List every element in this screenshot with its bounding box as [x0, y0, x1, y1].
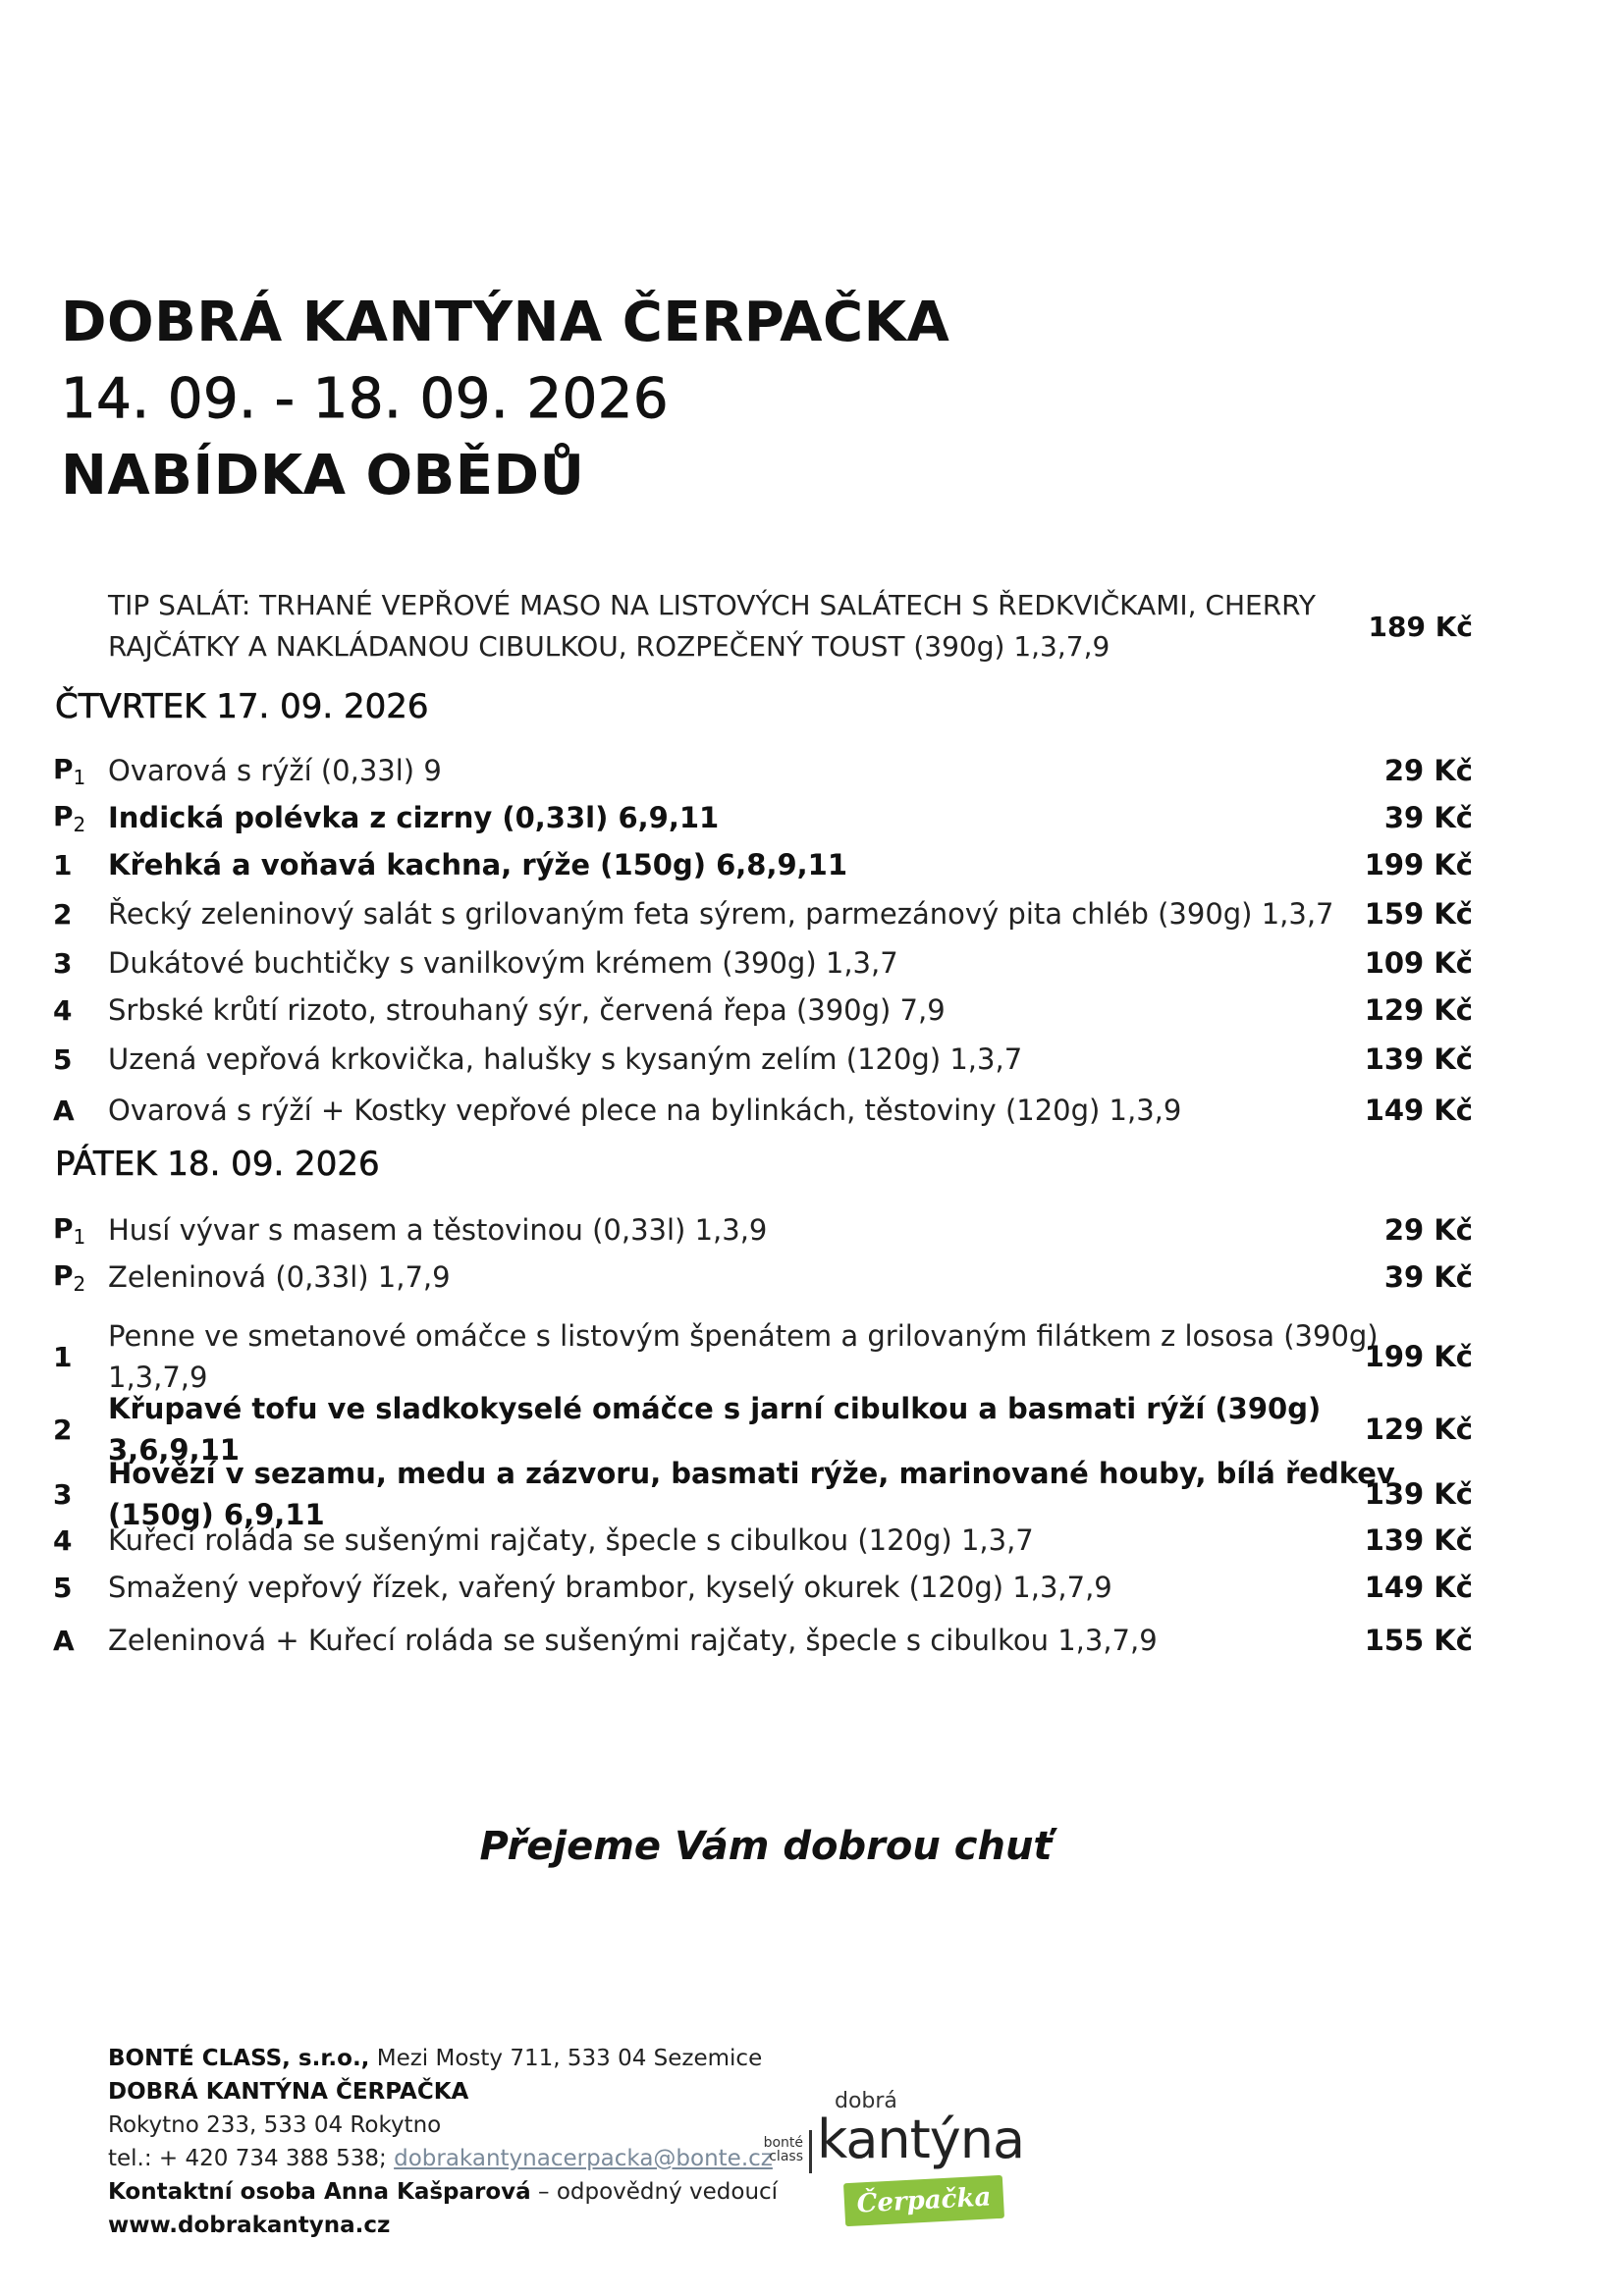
menu-item-dish: Zeleninová + Kuřecí roláda se sušenými rajčaty, špecle s cibulkou 1,3,7,9 — [108, 1624, 1158, 1657]
menu-item-dish: Dukátové buchtičky s vanilkovým krémem (390g) 1,3,7 — [108, 946, 898, 980]
menu-item-code — [53, 1478, 108, 1511]
footer-phone: tel.: + 420 734 388 538; — [108, 2146, 395, 2171]
tip-salad — [108, 585, 1473, 667]
logo-dobra-text: dobrá — [835, 2089, 897, 2113]
menu-item-code-letter: 1 — [53, 848, 73, 881]
footer-contact-person: Kontaktní osoba Anna Kašparová — [108, 2179, 531, 2205]
menu-item-row — [53, 1090, 1473, 1131]
menu-item-code — [53, 947, 108, 980]
menu-item-row — [53, 1256, 1473, 1298]
menu-item-price: 139 Kč — [1364, 1042, 1473, 1076]
menu-item-code-letter: A — [53, 1624, 75, 1657]
menu-item-row — [53, 1567, 1473, 1608]
menu-item-price: 139 Kč — [1364, 1523, 1473, 1557]
kantyna-logo — [754, 2089, 1049, 2219]
day-header: ČTVRTEK 17. 09. 2026 — [55, 687, 429, 726]
logo-kantyna-text: kantýna — [817, 2109, 1025, 2170]
menu-item-row — [53, 1520, 1473, 1561]
menu-item-price: 129 Kč — [1364, 993, 1473, 1027]
menu-item-price: 29 Kč — [1383, 754, 1473, 787]
day-header: PÁTEK 18. 09. 2026 — [55, 1145, 380, 1184]
menu-item-dish: Zeleninová (0,33l) 1,7,9 — [108, 1260, 451, 1294]
menu-item-dish: Křupavé tofu ve sladkokyselé omáčce s jarní cibulkou a basmati rýží (390g) 3,6,9,11 — [108, 1392, 1322, 1467]
menu-item-code-letter: 3 — [53, 1477, 73, 1511]
menu-item-code — [53, 1341, 108, 1373]
menu-item-code-letter: P — [53, 752, 74, 785]
menu-item-price: 199 Kč — [1364, 848, 1473, 881]
menu-item-row — [53, 797, 1473, 838]
menu-item-row — [53, 844, 1473, 885]
title-block — [61, 285, 949, 514]
footer-venue: DOBRÁ KANTÝNA ČERPAČKA — [108, 2079, 469, 2105]
menu-item-dish: Uzená vepřová krkovička, halušky s kysaným zelím (120g) 1,3,7 — [108, 1042, 1023, 1076]
menu-item-code — [53, 800, 108, 836]
logo-badge-text: Čerpačka — [855, 2182, 993, 2219]
menu-item-code-letter: 2 — [53, 897, 73, 931]
menu-item-code-letter: 5 — [53, 1042, 73, 1076]
menu-item-code-letter: P — [53, 1211, 74, 1245]
menu-item-code-sub: 2 — [73, 812, 86, 836]
menu-item-row — [53, 942, 1473, 984]
footer-email-link[interactable]: dobrakantynacerpacka@bonte.cz — [394, 2146, 773, 2171]
menu-item-dish: Indická polévka z cizrny (0,33l) 6,9,11 — [108, 801, 720, 834]
menu-item-code — [53, 1625, 108, 1657]
closing-wish: Přejeme Vám dobrou chuť — [479, 1824, 1053, 1869]
footer-phone-line — [108, 2142, 778, 2175]
menu-item-code — [53, 994, 108, 1027]
menu-item-price: 155 Kč — [1364, 1624, 1473, 1657]
menu-item-dish: Smažený vepřový řízek, vařený brambor, kyselý okurek (120g) 1,3,7,9 — [108, 1571, 1112, 1604]
logo-cerpacka-badge — [843, 2175, 1004, 2226]
menu-item-row — [53, 1039, 1473, 1080]
menu-item-code-letter: 2 — [53, 1413, 73, 1446]
menu-item-code — [53, 1524, 108, 1557]
footer-contact — [108, 2042, 778, 2242]
page-subtitle: NABÍDKA OBĚDŮ — [61, 444, 585, 507]
menu-item-dish: Hovězí v sezamu, medu a zázvoru, basmati rýže, marinované houby, bílá ředkev (150g) 6,9,11 — [108, 1457, 1395, 1531]
menu-item-code — [53, 1043, 108, 1076]
tip-salad-text: TIP SALÁT: TRHANÉ VEPŘOVÉ MASO NA LISTOVÝCH SALÁTECH S ŘEDKVIČKAMI, CHERRY RAJČÁTKY A NAKLÁDANOU CIBULKOU, ROZPEČENÝ TOUST (390g) 1,3,7,9 — [108, 589, 1316, 663]
menu-item-code — [53, 753, 108, 789]
menu-item-row — [53, 989, 1473, 1031]
menu-item-price: 39 Kč — [1383, 1260, 1473, 1294]
menu-item-code — [53, 849, 108, 881]
menu-item-code-letter: 4 — [53, 1523, 73, 1557]
menu-item-row — [53, 893, 1473, 934]
menu-item-code — [53, 1259, 108, 1296]
menu-item-code-sub: 2 — [73, 1271, 86, 1296]
menu-item-row — [53, 1620, 1473, 1661]
menu-item-code-letter: P — [53, 799, 74, 832]
footer-company-line — [108, 2042, 778, 2075]
menu-item-price: 39 Kč — [1383, 801, 1473, 834]
menu-item-price: 129 Kč — [1364, 1413, 1473, 1446]
menu-item-price: 149 Kč — [1364, 1094, 1473, 1127]
menu-item-row — [53, 1315, 1473, 1398]
menu-item-price: 199 Kč — [1364, 1340, 1473, 1373]
menu-item-price: 139 Kč — [1364, 1477, 1473, 1511]
menu-item-dish: Ovarová s rýží (0,33l) 9 — [108, 754, 442, 787]
menu-item-code-letter: 1 — [53, 1340, 73, 1373]
menu-item-code — [53, 1414, 108, 1446]
menu-item-code-sub: 1 — [73, 765, 86, 789]
footer-contact-role: – odpovědný vedoucí — [530, 2179, 779, 2205]
footer-company: BONTÉ CLASS, s.r.o., — [108, 2046, 370, 2071]
menu-item-dish: Husí vývar s masem a těstovinou (0,33l) 1,3,9 — [108, 1213, 768, 1247]
menu-item-price: 29 Kč — [1383, 1213, 1473, 1247]
tip-salad-price: 189 Kč — [1368, 610, 1473, 643]
menu-item-code-letter: P — [53, 1258, 74, 1292]
logo-bonte-text: bonté class — [763, 2135, 803, 2164]
menu-item-code — [53, 1212, 108, 1249]
footer-venue-address: Rokytno 233, 533 04 Rokytno — [108, 2112, 442, 2138]
menu-item-dish: Křehká a voňavá kachna, rýže (150g) 6,8,9,11 — [108, 848, 848, 881]
menu-item-code-letter: A — [53, 1094, 75, 1127]
logo-divider — [809, 2130, 812, 2173]
menu-item-dish: Ovarová s rýží + Kostky vepřové plece na bylinkách, těstoviny (120g) 1,3,9 — [108, 1094, 1182, 1127]
menu-item-dish: Srbské krůtí rizoto, strouhaný sýr, červená řepa (390g) 7,9 — [108, 993, 946, 1027]
menu-item-row — [53, 750, 1473, 791]
menu-item-price: 159 Kč — [1364, 897, 1473, 931]
menu-item-dish: Kuřecí roláda se sušenými rajčaty, špecle s cibulkou (120g) 1,3,7 — [108, 1523, 1034, 1557]
menu-item-price: 149 Kč — [1364, 1571, 1473, 1604]
menu-item-code-letter: 3 — [53, 946, 73, 980]
footer-web-link[interactable]: www.dobrakantyna.cz — [108, 2213, 391, 2238]
menu-item-code-sub: 1 — [73, 1224, 86, 1249]
menu-item-code — [53, 898, 108, 931]
menu-item-row — [53, 1209, 1473, 1251]
page-title: DOBRÁ KANTÝNA ČERPAČKA — [61, 291, 950, 354]
date-range: 14. 09. - 18. 09. 2026 — [61, 367, 669, 431]
menu-item-code — [53, 1095, 108, 1127]
footer-contact-line — [108, 2175, 778, 2209]
footer-company-address: Mezi Mosty 711, 533 04 Sezemice — [369, 2046, 763, 2071]
menu-item-code — [53, 1572, 108, 1604]
menu-item-code-letter: 4 — [53, 993, 73, 1027]
menu-item-code-letter: 5 — [53, 1571, 73, 1604]
menu-item-dish: Řecký zeleninový salát s grilovaným feta sýrem, parmezánový pita chléb (390g) 1,3,7 — [108, 897, 1334, 931]
menu-item-dish: Penne ve smetanové omáčce s listovým špenátem a grilovaným filátkem z lososa (390g) 1,3,7,9 — [108, 1319, 1379, 1394]
menu-item-price: 109 Kč — [1364, 946, 1473, 980]
